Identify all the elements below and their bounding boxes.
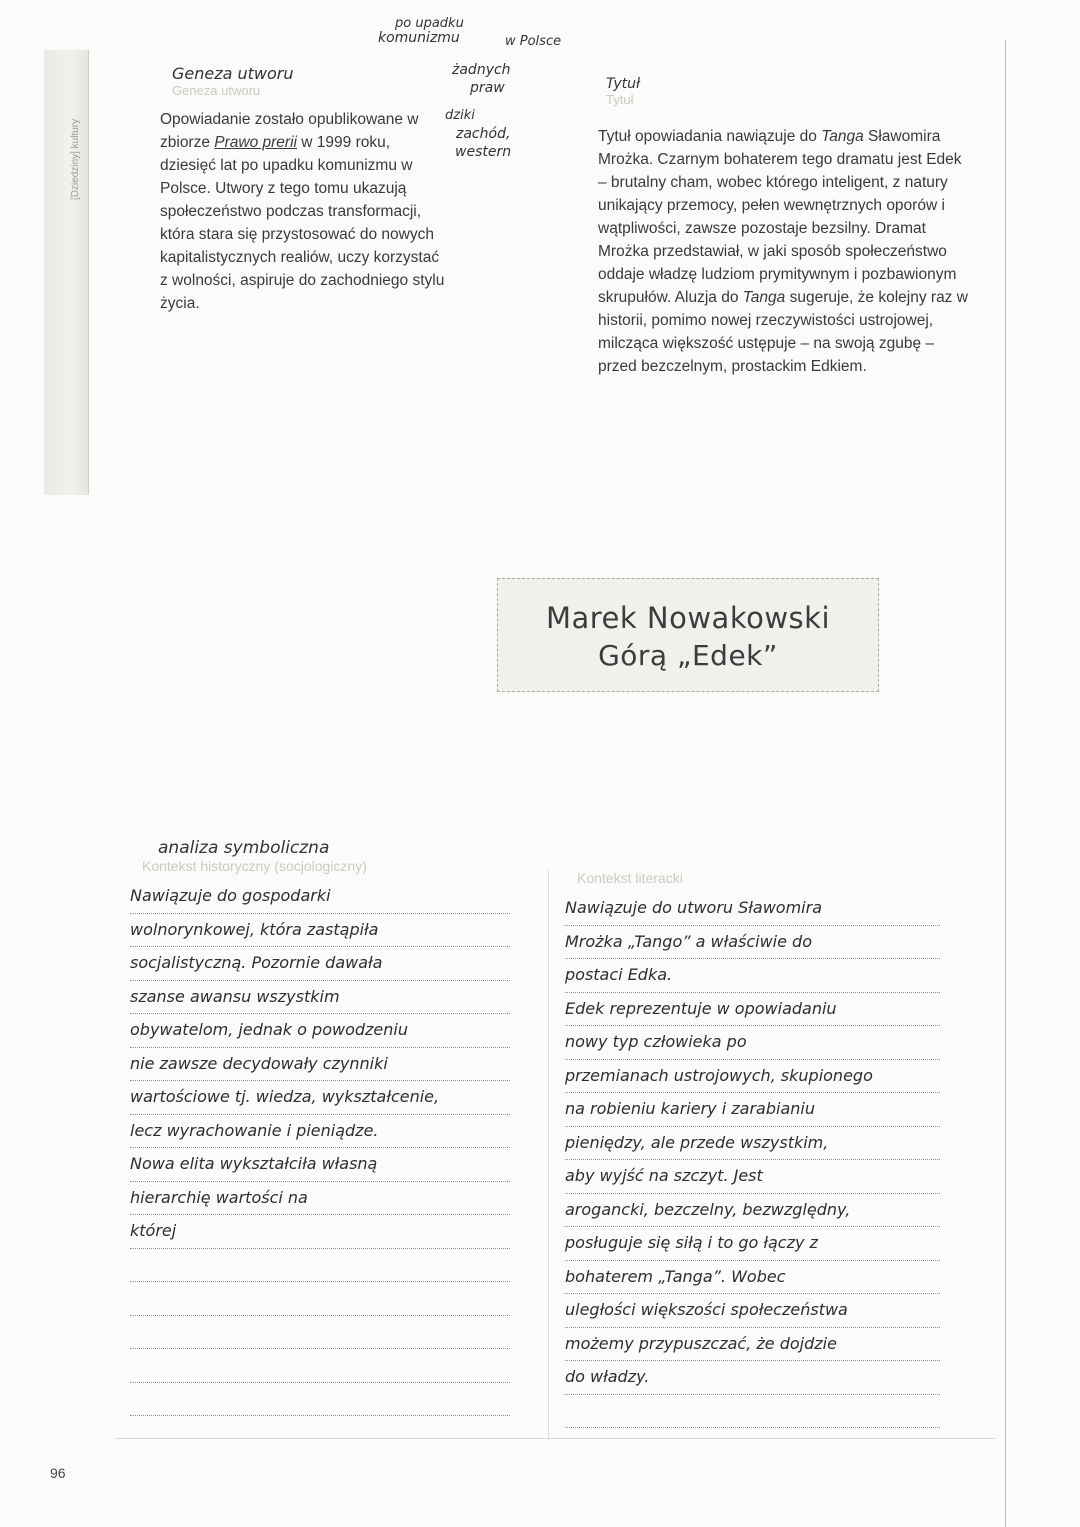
historical-line: wartościowe tj. wiedza, wykształcenie, bbox=[130, 1081, 510, 1115]
tytul-paragraph bbox=[598, 125, 968, 378]
geneza-text-1: Opowiadanie zostało opublikowane w zbiorze bbox=[160, 111, 419, 151]
historical-line: socjalistyczną. Pozornie dawała bbox=[130, 947, 510, 981]
geneza-text-2: w 1999 roku, dziesięć lat po upadku komunizmu w Polsce. Utwory z tego tomu ukazują społeczeństwo podczas transformacji, która stara się przystosować do nowych kapitalistycznych realiów, uczy korzystać z wolności, aspiruje do zachodniego stylu życia. bbox=[160, 134, 445, 312]
note-po-upadku: po upadku bbox=[395, 16, 464, 31]
historical-line: Nawiązuje do gospodarki bbox=[130, 880, 510, 914]
tytul-tango-1: Tanga bbox=[821, 128, 864, 145]
literary-line: na robieniu kariery i zarabianiu bbox=[565, 1093, 940, 1127]
literary-line: Nawiązuje do utworu Sławomira bbox=[565, 892, 940, 926]
literary-line bbox=[565, 1395, 940, 1429]
tytul-printed-heading: Tytuł bbox=[606, 92, 634, 107]
note-w-polsce: w Polsce bbox=[505, 34, 562, 49]
sidebar-label: [Dziedziny] kultury bbox=[70, 118, 81, 200]
historical-line: lecz wyrachowanie i pieniądze. bbox=[130, 1115, 510, 1149]
tytul-tango-2: Tanga bbox=[742, 289, 786, 306]
title-author: Marek Nowakowski bbox=[545, 601, 831, 635]
literary-line: nowy typ człowieka po bbox=[565, 1026, 940, 1060]
page-number: 96 bbox=[50, 1465, 66, 1481]
tytul-handwritten-heading: Tytuł bbox=[606, 76, 641, 92]
geneza-printed-heading: Geneza utworu bbox=[172, 83, 261, 98]
literary-line: pieniędzy, ale przede wszystkim, bbox=[565, 1127, 940, 1161]
literary-line: postaci Edka. bbox=[565, 959, 940, 993]
geneza-handwritten-heading: Geneza utworu bbox=[172, 64, 294, 83]
literary-line: arogancki, bezczelny, bezwzględny, bbox=[565, 1194, 940, 1228]
historical-line bbox=[130, 1349, 510, 1383]
literary-printed-heading: Kontekst literacki bbox=[577, 870, 683, 886]
note-zachod: zachód, bbox=[456, 126, 511, 142]
literary-line: bohaterem „Tanga”. Wobec bbox=[565, 1261, 940, 1295]
historical-line: Nowa elita wykształciła własną bbox=[130, 1148, 510, 1182]
title-work: Górą „Edek” bbox=[598, 639, 778, 672]
note-zadnych: żadnych bbox=[452, 62, 511, 78]
tytul-text-1: Tytuł opowiadania nawiązuje do bbox=[598, 128, 822, 145]
note-praw: praw bbox=[470, 80, 505, 96]
geneza-paragraph bbox=[160, 108, 450, 315]
literary-line: uległości większości społeczeństwa bbox=[565, 1294, 940, 1328]
historical-line bbox=[130, 1383, 510, 1417]
historical-line bbox=[130, 1249, 510, 1283]
frame-bottom-line bbox=[115, 1438, 995, 1439]
tytul-text-2: Sławomira Mrożka. Czarnym bohaterem tego dramatu jest Edek – brutalny cham, wobec którego inteligent, z natury unikający przemocy, pełen wewnętrznych oporów i wątpliwości, zawsze pozostaje bezsilny. Dramat Mrożka przedstawiał, w jaki sposób społeczeństwo oddaje władzę ludziom prymitywnym i pozbawionym skrupułów. Aluzja do bbox=[598, 128, 962, 306]
historical-printed-heading: Kontekst historyczny (socjologiczny) bbox=[142, 858, 367, 874]
literary-context-section bbox=[565, 870, 955, 1428]
literary-line: aby wyjść na szczyt. Jest bbox=[565, 1160, 940, 1194]
historical-line: szanse awansu wszystkim bbox=[130, 981, 510, 1015]
literary-line: Mrożka „Tango” a właściwie do bbox=[565, 926, 940, 960]
historical-context-section bbox=[130, 838, 520, 1416]
historical-line: nie zawsze decydowały czynniki bbox=[130, 1048, 510, 1082]
note-komunizmu: komunizmu bbox=[378, 30, 460, 46]
geneza-section bbox=[160, 64, 450, 315]
tytul-section bbox=[598, 76, 968, 378]
note-western: western bbox=[455, 144, 512, 160]
historical-line: której bbox=[130, 1215, 510, 1249]
literary-line: możemy przypuszczać, że dojdzie bbox=[565, 1328, 940, 1362]
literary-line: do władzy. bbox=[565, 1361, 940, 1395]
historical-line: hierarchię wartości na bbox=[130, 1182, 510, 1216]
literary-line: posługuje się siłą i to go łączy z bbox=[565, 1227, 940, 1261]
note-dziki: dziki bbox=[445, 108, 475, 123]
historical-handwritten-heading: analiza symboliczna bbox=[158, 838, 330, 858]
historical-line bbox=[130, 1316, 510, 1350]
binding-rule bbox=[1005, 40, 1006, 1527]
literary-line: Edek reprezentuje w opowiadaniu bbox=[565, 993, 940, 1027]
title-box bbox=[497, 578, 879, 692]
historical-line bbox=[130, 1282, 510, 1316]
literary-lines bbox=[565, 892, 940, 1428]
geneza-book-title: Prawo prerii bbox=[214, 134, 297, 151]
literary-line: przemianach ustrojowych, skupionego bbox=[565, 1060, 940, 1094]
column-divider bbox=[548, 870, 549, 1440]
historical-lines bbox=[130, 880, 510, 1416]
tytul-text-3: sugeruje, że kolejny raz w historii, pomimo nowej rzeczywistości ustrojowej, milcząca większość ustępuje – na swoją zgubę – przed bezczelnym, prostackim Edkiem. bbox=[598, 289, 968, 375]
historical-line: wolnorynkowej, która zastąpiła bbox=[130, 914, 510, 948]
historical-line: obywatelom, jednak o powodzeniu bbox=[130, 1014, 510, 1048]
